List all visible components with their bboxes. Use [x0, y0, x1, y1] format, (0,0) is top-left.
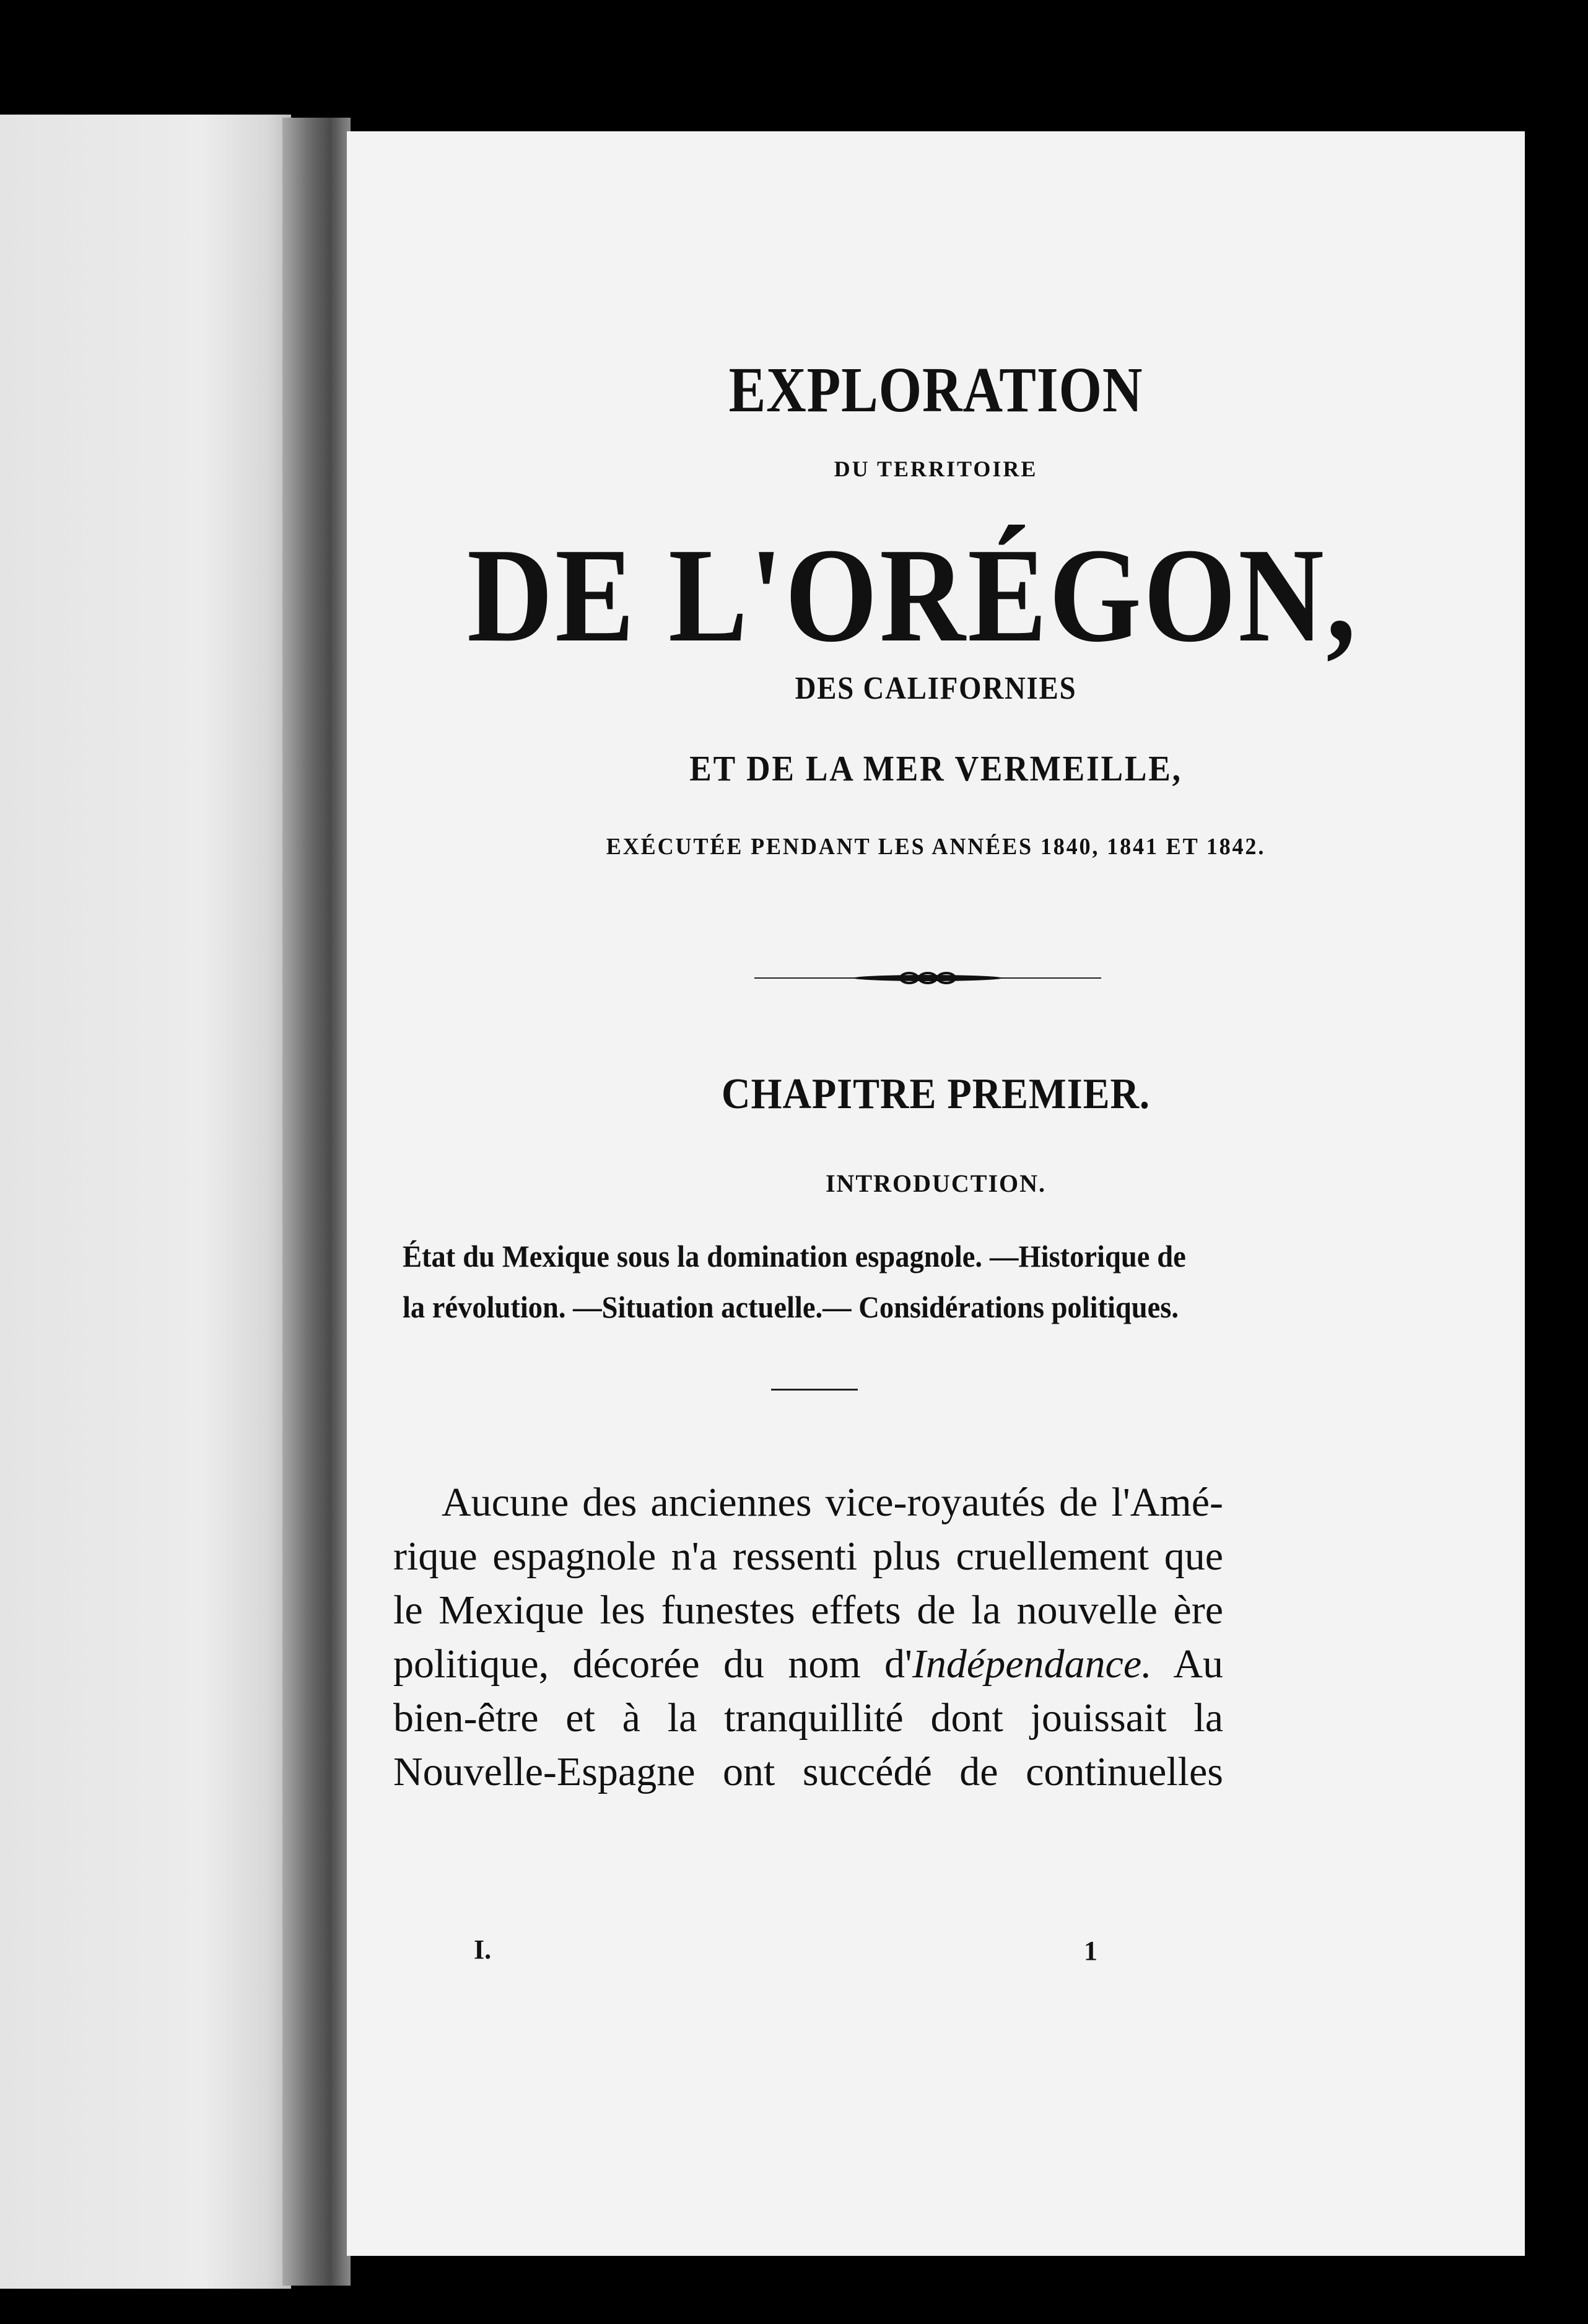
ornament-rule-icon — [754, 968, 1101, 989]
title-du-territoire: DU TERRITOIRE — [834, 456, 1038, 481]
chapter-summary: État du Mexique sous la domination espagnole. —Historique de la révolution. —Situation actuelle.— Considérations politiques. — [403, 1239, 1186, 1324]
title-execution-dates: EXÉCUTÉE PENDANT LES ANNÉES 1840, 1841 ET 1842. — [606, 834, 1266, 860]
body-line-3: le Mexique les funestes effets de la nouvelle ère — [393, 1588, 1223, 1633]
signature-mark: I. — [474, 1934, 492, 1965]
body-line-1: Aucune des anciennes vice-royautés de l'Amé- — [442, 1480, 1223, 1525]
chapter-heading: CHAPITRE PREMIER. — [722, 1070, 1150, 1118]
body-line-4-end: Au — [1151, 1641, 1223, 1687]
body-line-5: bien-être et à la tranquillité dont jouissait la — [393, 1695, 1223, 1741]
body-line-6: Nouvelle-Espagne ont succédé de continuelles — [393, 1749, 1223, 1794]
book-gutter — [282, 118, 351, 2286]
page-number: 1 — [1084, 1936, 1097, 1966]
chapter-subheading: INTRODUCTION. — [825, 1169, 1047, 1197]
title-exploration: EXPLORATION — [728, 354, 1143, 426]
body-line-4-start: politique, décorée du nom d' — [393, 1641, 912, 1687]
right-page — [347, 131, 1525, 2256]
body-paragraph — [393, 1475, 1223, 1799]
left-page — [0, 115, 291, 2289]
title-oregon: DE L'ORÉGON, — [467, 521, 1358, 670]
title-mer-vermeille: ET DE LA MER VERMEILLE, — [689, 748, 1182, 788]
body-line-4 — [393, 1637, 1223, 1691]
italic-independance: Indépendance. — [912, 1641, 1152, 1687]
section-divider — [771, 1389, 858, 1391]
title-californies: DES CALIFORNIES — [795, 671, 1077, 706]
body-line-2: rique espagnole n'a ressenti plus cruellement que — [393, 1534, 1223, 1579]
